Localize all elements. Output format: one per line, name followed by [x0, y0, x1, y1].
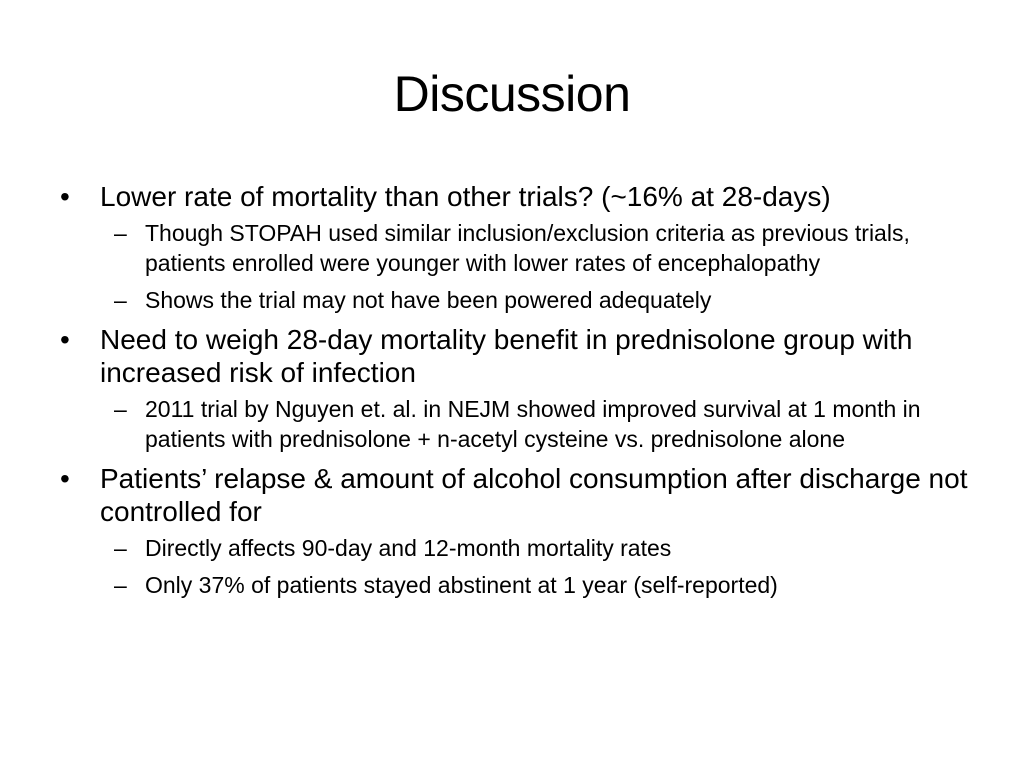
bullet-item — [58, 180, 968, 213]
bullet-marker: • — [60, 181, 70, 212]
sub-list — [58, 533, 968, 600]
sub-list — [58, 218, 968, 315]
bullet-text: Lower rate of mortality than other trials? (~16% at 28-days) — [100, 181, 831, 212]
sub-list — [58, 394, 968, 454]
sub-marker: – — [114, 287, 127, 313]
bullet-item — [58, 323, 968, 389]
sub-item — [58, 218, 968, 278]
sub-text: Only 37% of patients stayed abstinent at 1 year (self-reported) — [145, 572, 778, 598]
slide-content — [58, 180, 968, 608]
sub-text: 2011 trial by Nguyen et. al. in NEJM showed improved survival at 1 month in patients with prednisolone + n-acetyl cysteine vs. prednisolone alone — [145, 396, 921, 452]
sub-text: Though STOPAH used similar inclusion/exclusion criteria as previous trials, patients enrolled were younger with lower rates of encephalopathy — [145, 220, 910, 276]
sub-text: Directly affects 90-day and 12-month mortality rates — [145, 535, 672, 561]
sub-item — [58, 394, 968, 454]
bullet-marker: • — [60, 324, 70, 355]
sub-marker: – — [114, 220, 127, 246]
sub-marker: – — [114, 572, 127, 598]
sub-text: Shows the trial may not have been powered adequately — [145, 287, 712, 313]
bullet-marker: • — [60, 463, 70, 494]
sub-item — [58, 285, 968, 315]
sub-item — [58, 533, 968, 563]
sub-marker: – — [114, 535, 127, 561]
slide-title: Discussion — [393, 66, 631, 122]
sub-marker: – — [114, 396, 127, 422]
sub-item — [58, 570, 968, 600]
bullet-text: Need to weigh 28-day mortality benefit in prednisolone group with increased risk of infection — [100, 324, 913, 388]
bullet-text: Patients’ relapse & amount of alcohol consumption after discharge not controlled for — [100, 463, 968, 527]
bullet-item — [58, 462, 968, 528]
